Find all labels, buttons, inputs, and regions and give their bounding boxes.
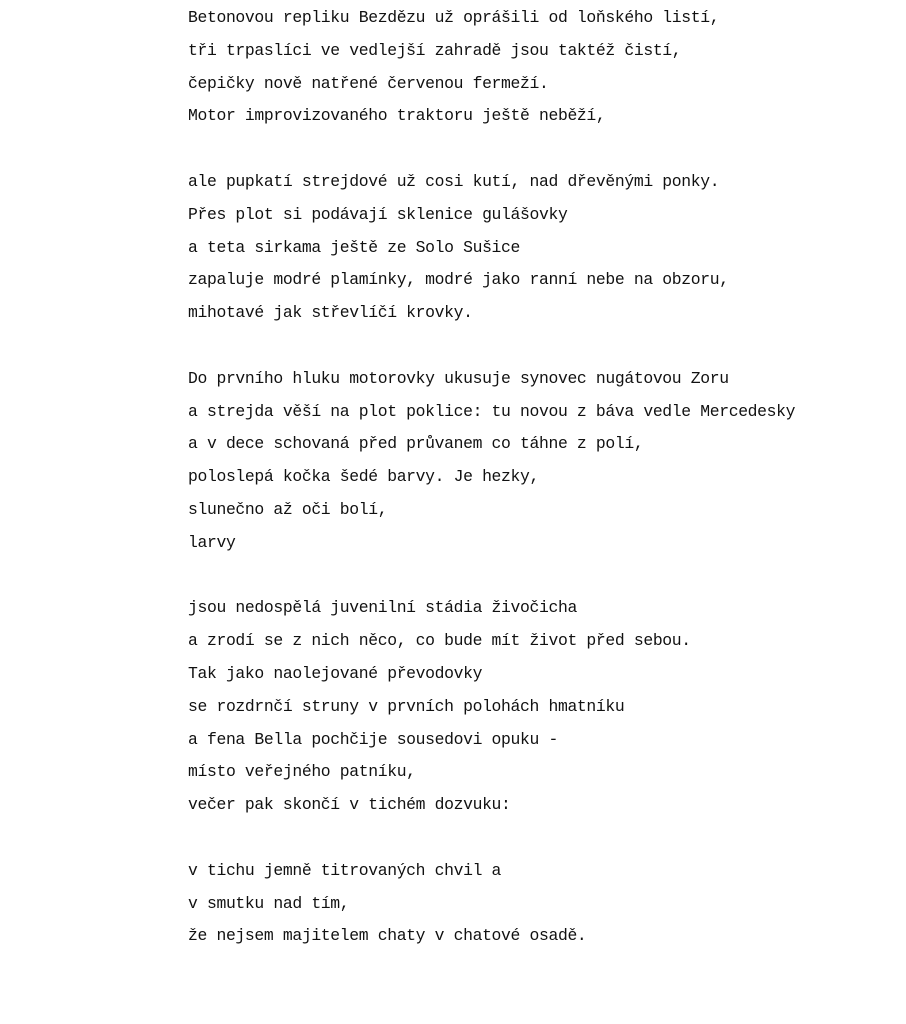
poem-line: místo veřejného patníku, xyxy=(188,762,416,782)
poem-line: tři trpaslíci ve vedlejší zahradě jsou taktéž čistí, xyxy=(188,40,682,60)
stanza-1 xyxy=(188,2,795,133)
poem-line: se rozdrnčí struny v prvních polohách hmatníku xyxy=(188,696,625,716)
poem-line: a zrodí se z nich něco, co bude mít život před sebou. xyxy=(188,631,691,651)
poem-line: Tak jako naolejované převodovky xyxy=(188,663,483,683)
poem-line: a fena Bella pochčije sousedovi opuku - xyxy=(188,729,558,749)
stanza-3 xyxy=(188,363,795,560)
poem-line: a v dece schovaná před průvanem co táhne z polí, xyxy=(188,434,644,454)
stanza-5 xyxy=(188,855,795,953)
poem-line: a teta sirkama ještě ze Solo Sušice xyxy=(188,237,521,257)
poem-line: zapaluje modré plamínky, modré jako ranní nebe na obzoru, xyxy=(188,270,729,290)
poem-line: larvy xyxy=(188,532,236,552)
stanza-4 xyxy=(188,592,795,822)
poem-line: v tichu jemně titrovaných chvil a xyxy=(188,860,502,880)
poem-line: večer pak skončí v tichém dozvuku: xyxy=(188,795,511,815)
poem-line: jsou nedospělá juvenilní stádia živočicha xyxy=(188,598,577,618)
poem-line: mihotavé jak střevlíčí krovky. xyxy=(188,303,473,323)
poem-line: poloslepá kočka šedé barvy. Je hezky, xyxy=(188,467,539,487)
poem-text xyxy=(188,2,795,953)
poem-line: Přes plot si podávají sklenice gulášovky xyxy=(188,204,568,224)
poem-line: a strejda věší na plot poklice: tu novou z báva vedle Mercedesky xyxy=(188,401,796,421)
poem-line: že nejsem majitelem chaty v chatové osadě. xyxy=(188,926,587,946)
poem-line: Do prvního hluku motorovky ukusuje synovec nugátovou Zoru xyxy=(188,368,729,388)
stanza-2 xyxy=(188,166,795,330)
poem-line: ale pupkatí strejdové už cosi kutí, nad dřevěnými ponky. xyxy=(188,171,720,191)
poem-line: Betonovou repliku Bezdězu už oprášili od loňského listí, xyxy=(188,8,720,27)
poem-line: čepičky nově natřené červenou fermeží. xyxy=(188,73,549,93)
poem-line: v smutku nad tím, xyxy=(188,893,350,913)
poem-line: Motor improvizovaného traktoru ještě neběží, xyxy=(188,106,606,126)
poem-line: slunečno až oči bolí, xyxy=(188,499,388,519)
